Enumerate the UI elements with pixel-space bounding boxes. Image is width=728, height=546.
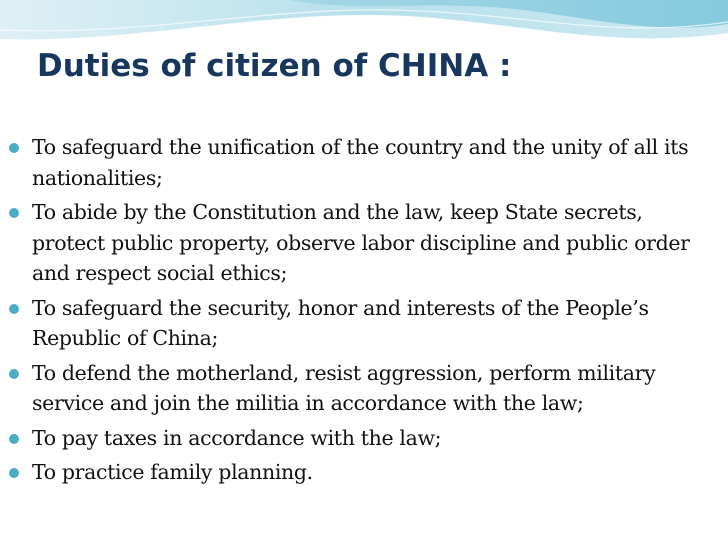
list-item <box>9 132 721 193</box>
list-item <box>9 197 721 289</box>
list-item-text: To practice family planning. <box>32 460 313 484</box>
bullet-dot-icon <box>9 369 19 379</box>
list-item-text: To safeguard the security, honor and interests of the People’s Republic of China; <box>32 295 649 350</box>
bullet-dot-icon <box>9 434 19 444</box>
list-item <box>9 358 721 419</box>
slide-title: Duties of citizen of CHINA : <box>37 48 512 84</box>
list-item <box>9 457 721 488</box>
bullet-dot-icon <box>9 143 19 153</box>
list-item <box>9 293 721 354</box>
duties-list <box>9 132 721 492</box>
list-item-text: To safeguard the unification of the country and the unity of all its nationalities; <box>32 135 689 190</box>
list-item-text: To defend the motherland, resist aggression, perform military service and join the militia in accordance with the law; <box>32 360 656 415</box>
list-item-text: To abide by the Constitution and the law, keep State secrets, protect public property, observe labor discipline and public order and respect social ethics; <box>32 200 690 285</box>
list-item <box>9 423 721 454</box>
bullet-dot-icon <box>9 468 19 478</box>
list-item-text: To pay taxes in accordance with the law; <box>32 425 442 450</box>
bullet-dot-icon <box>9 304 19 314</box>
bullet-dot-icon <box>9 208 19 218</box>
